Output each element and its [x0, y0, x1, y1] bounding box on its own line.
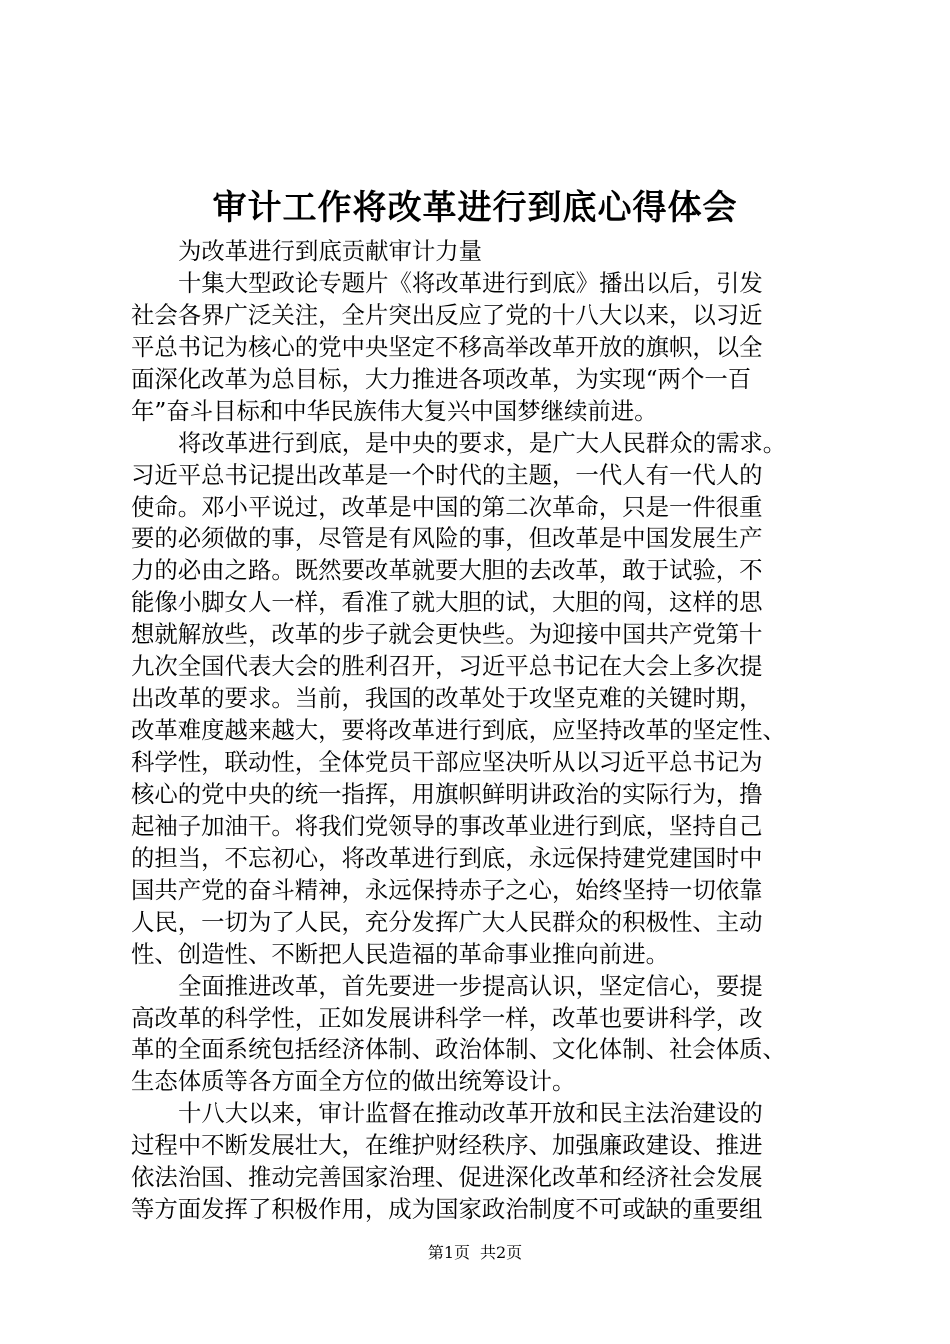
text-line: 要的必须做的事，尽管是有风险的事，但改革是中国发展生产	[131, 524, 763, 553]
text-line: 出改革的要求。当前，我国的改革处于攻坚克难的关键时期，	[131, 684, 763, 713]
text-line: 起袖子加油干。将我们党领导的事改革业进行到底，坚持自己	[131, 811, 763, 840]
text-line: 改革难度越来越大，要将改革进行到底，应坚持改革的坚定性、	[131, 716, 786, 745]
text-line: 社会各界广泛关注，全片突出反应了党的十八大以来，以习近	[131, 300, 763, 329]
text-line: 将改革进行到底，是中央的要求，是广大人民群众的需求。	[178, 428, 787, 457]
text-line: 革的全面系统包括经济体制、政治体制、文化体制、社会体质、	[131, 1035, 786, 1064]
text-line: 的担当，不忘初心，将改革进行到底，永远保持建党建国时中	[131, 843, 763, 872]
text-line: 依法治国、推动完善国家治理、促进深化改革和经济社会发展	[131, 1163, 763, 1192]
page-number-current: 第1页	[427, 1243, 470, 1262]
text-line: 核心的党中央的统一指挥，用旗帜鲜明讲政治的实际行为，撸	[131, 779, 763, 808]
text-line: 十集大型政论专题片《将改革进行到底》播出以后，引发	[178, 268, 763, 297]
text-line: 年”奋斗目标和中华民族伟大复兴中国梦继续前进。	[131, 396, 658, 425]
text-line: 使命。邓小平说过，改革是中国的第二次革命，只是一件很重	[131, 492, 763, 521]
text-line: 等方面发挥了积极作用，成为国家政治制度不可或缺的重要组	[131, 1195, 763, 1224]
page-number-total: 共2页	[480, 1243, 523, 1262]
document-body	[131, 236, 839, 1226]
text-line: 高改革的科学性，正如发展讲科学一样，改革也要讲科学，改	[131, 1003, 763, 1032]
text-line: 能像小脚女人一样，看准了就大胆的试，大胆的闯，这样的思	[131, 588, 763, 617]
text-line: 为改革进行到底贡献审计力量	[178, 237, 483, 265]
text-line: 性、创造性、不断把人民造福的革命事业推向前进。	[131, 939, 669, 968]
text-line: 十八大以来，审计监督在推动改革开放和民主法治建设的	[178, 1099, 763, 1128]
text-line: 科学性，联动性，全体党员干部应坚决听从以习近平总书记为	[131, 748, 763, 776]
text-line: 想就解放些，改革的步子就会更快些。为迎接中国共产党第十	[131, 620, 763, 649]
text-line: 九次全国代表大会的胜利召开，习近平总书记在大会上多次提	[131, 652, 763, 681]
text-line: 全面推进改革，首先要进一步提高认识，坚定信心，要提	[178, 971, 763, 1000]
text-line: 平总书记为核心的党中央坚定不移高举改革开放的旗帜，以全	[131, 332, 763, 361]
text-line: 生态体质等各方面全方位的做出统筹设计。	[131, 1067, 576, 1096]
text-line: 国共产党的奋斗精神，永远保持赤子之心，始终坚持一切依靠	[131, 875, 763, 904]
text-line: 习近平总书记提出改革是一个时代的主题，一代人有一代人的	[131, 460, 763, 489]
page-footer	[0, 1242, 950, 1264]
text-line: 过程中不断发展壮大，在维护财经秩序、加强廉政建设、推进	[131, 1131, 763, 1160]
document-title: 审计工作将改革进行到底心得体会	[212, 188, 738, 228]
text-line: 面深化改革为总目标，大力推进各项改革，为实现“两个一百	[131, 364, 752, 393]
text-line: 力的必由之路。既然要改革就要大胆的去改革，敢于试验，不	[131, 556, 763, 585]
text-line: 人民，一切为了人民，充分发挥广大人民群众的积极性、主动	[131, 907, 763, 936]
